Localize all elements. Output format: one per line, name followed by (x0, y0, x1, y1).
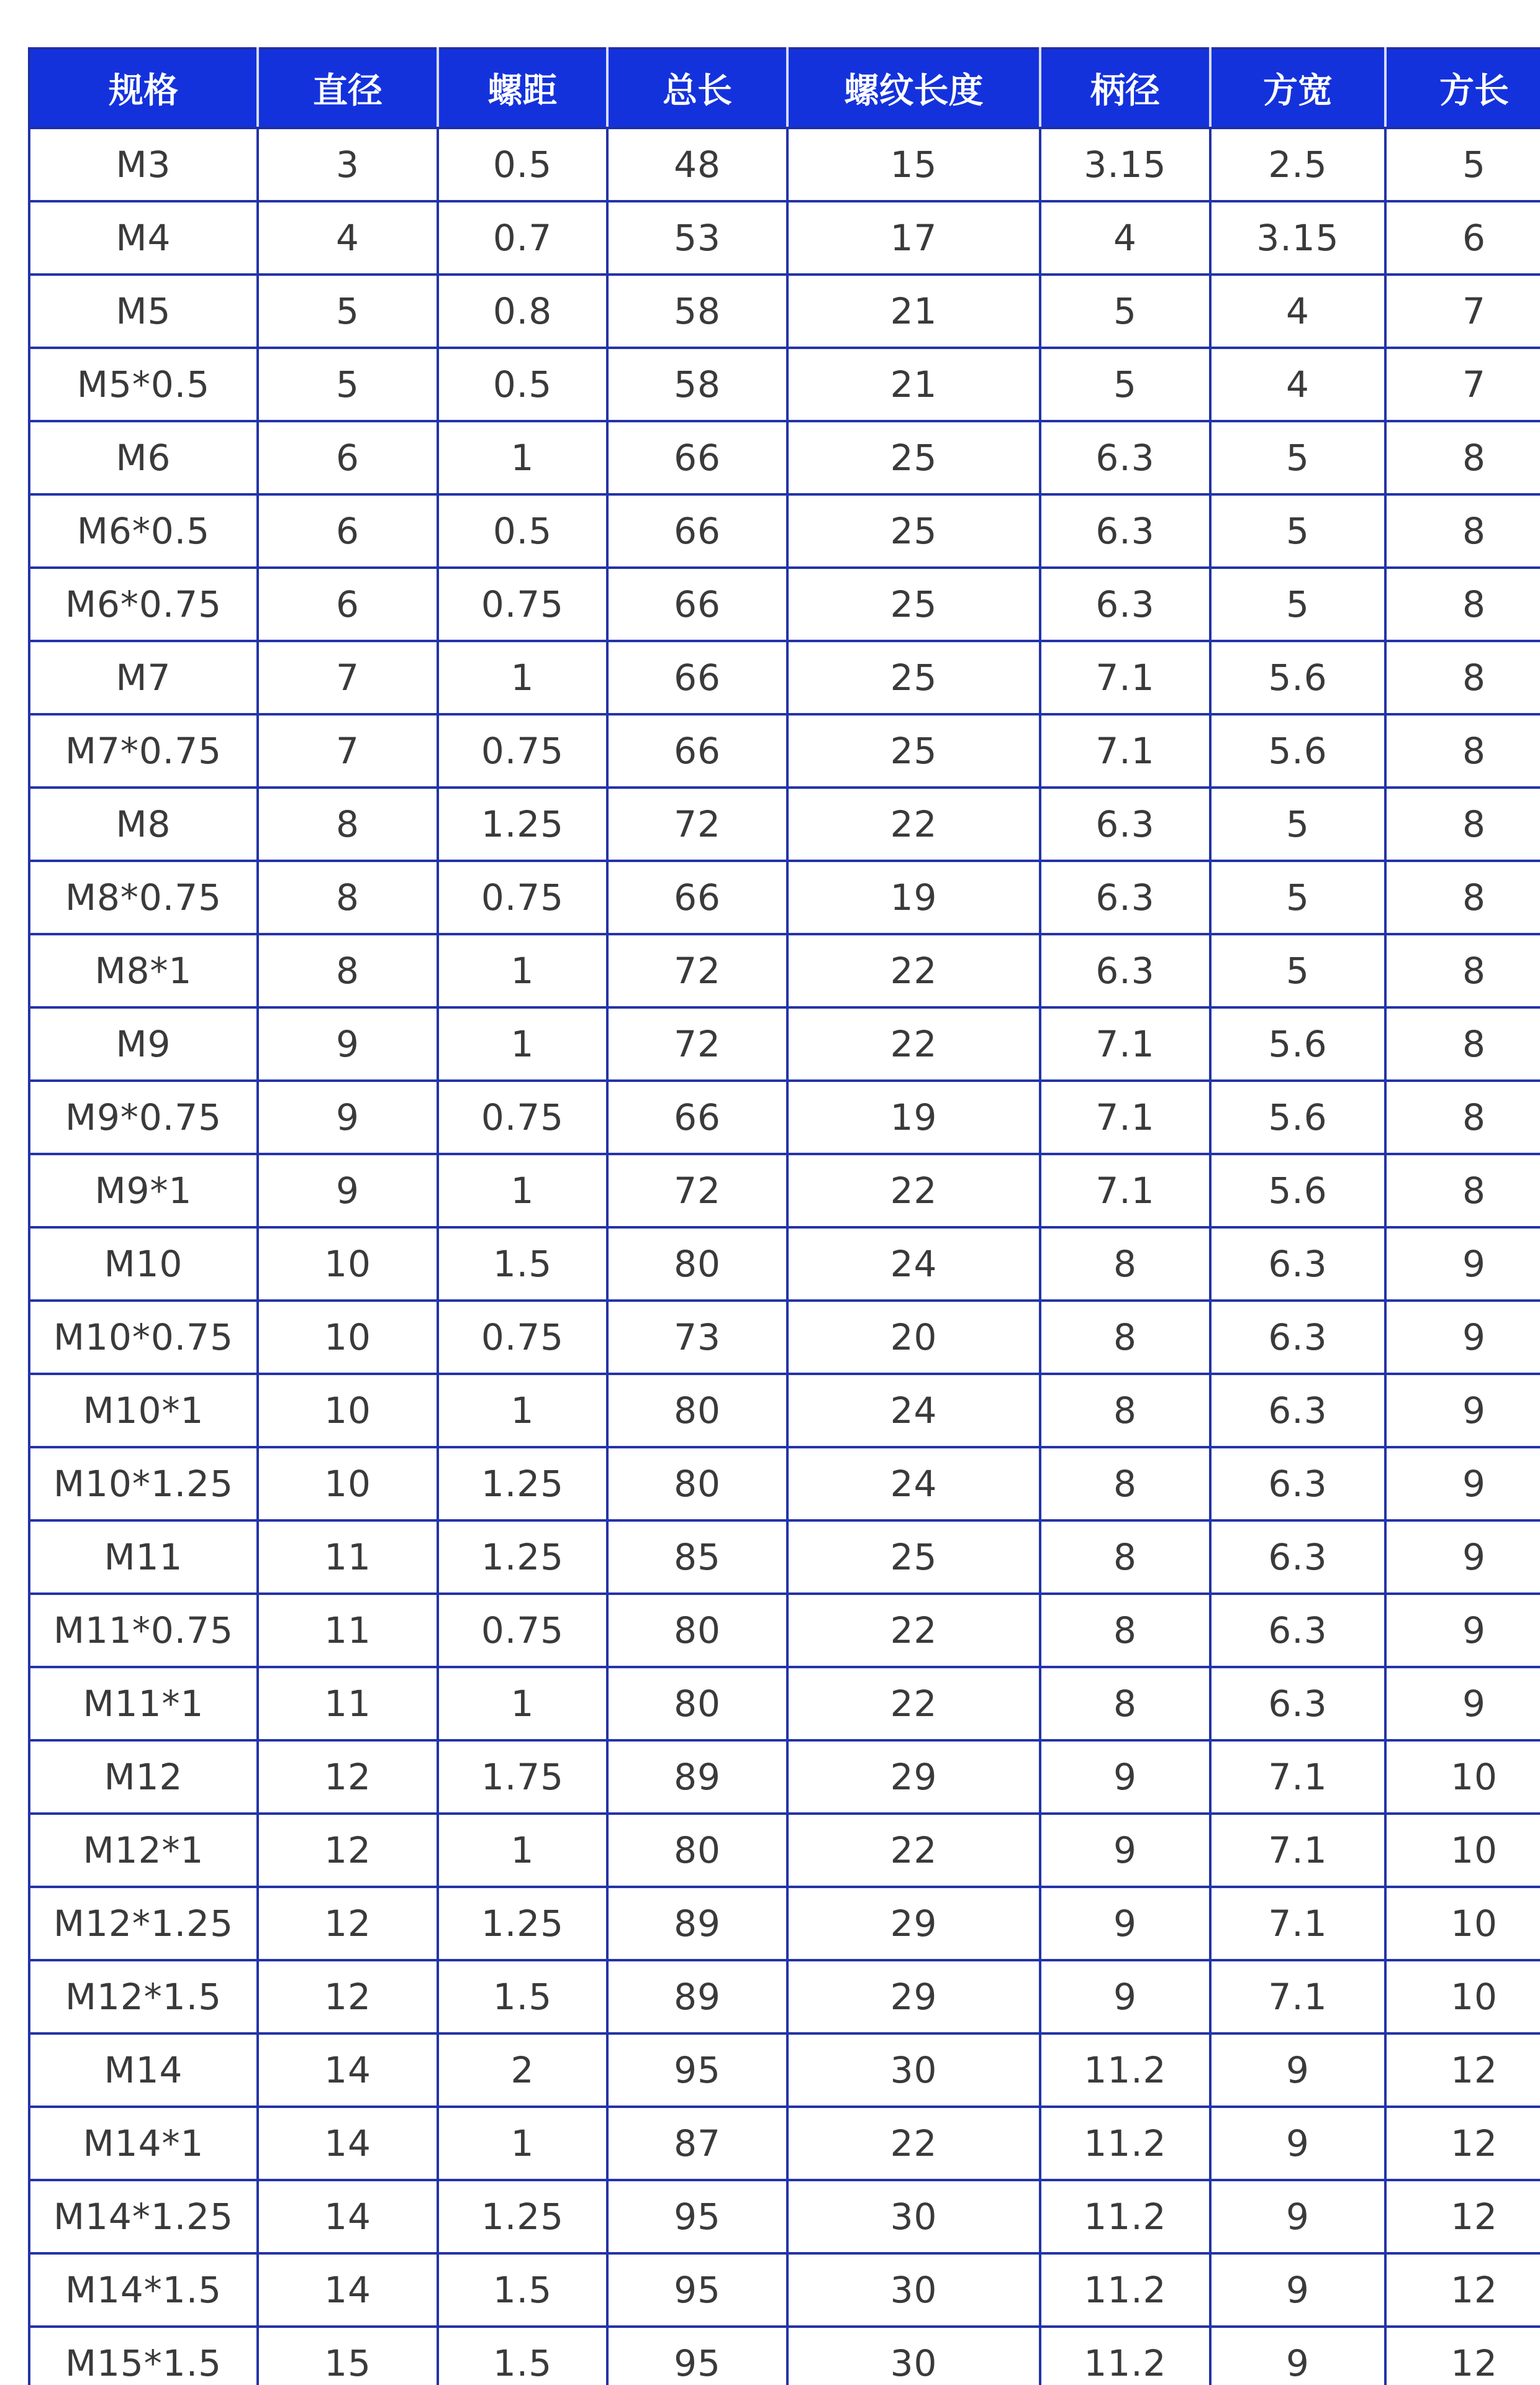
cell-diameter: 11 (258, 1520, 438, 1594)
cell-spec: M3 (29, 128, 258, 201)
table-row (29, 1007, 1540, 1081)
cell-diameter: 9 (258, 1154, 438, 1227)
cell-square-width: 6.3 (1210, 1667, 1385, 1740)
cell-square-width: 4 (1210, 275, 1385, 348)
cell-pitch: 1 (438, 1667, 607, 1740)
cell-spec: M10*0.75 (29, 1301, 258, 1374)
cell-pitch: 0.7 (438, 201, 607, 275)
header-shank-diameter: 柄径 (1040, 48, 1210, 128)
cell-shank-diameter: 8 (1040, 1301, 1210, 1374)
cell-shank-diameter: 6.3 (1040, 861, 1210, 934)
cell-total-length: 85 (607, 1520, 787, 1594)
cell-diameter: 5 (258, 275, 438, 348)
cell-pitch: 0.5 (438, 348, 607, 421)
cell-pitch: 0.5 (438, 128, 607, 201)
table-row (29, 1740, 1540, 1814)
cell-total-length: 73 (607, 1301, 787, 1374)
cell-pitch: 1 (438, 1374, 607, 1447)
table-row (29, 1594, 1540, 1667)
cell-diameter: 4 (258, 201, 438, 275)
cell-diameter: 6 (258, 421, 438, 494)
cell-diameter: 10 (258, 1227, 438, 1301)
cell-pitch: 1.75 (438, 1740, 607, 1814)
cell-square-length: 10 (1385, 1960, 1540, 2033)
table-row (29, 128, 1540, 201)
cell-diameter: 14 (258, 2180, 438, 2253)
cell-square-width: 6.3 (1210, 1447, 1385, 1520)
cell-square-length: 12 (1385, 2107, 1540, 2180)
cell-diameter: 12 (258, 1887, 438, 1960)
cell-shank-diameter: 9 (1040, 1887, 1210, 1960)
cell-square-length: 8 (1385, 1154, 1540, 1227)
table-row (29, 1447, 1540, 1520)
cell-shank-diameter: 6.3 (1040, 421, 1210, 494)
cell-shank-diameter: 11.2 (1040, 2327, 1210, 2385)
cell-square-width: 7.1 (1210, 1814, 1385, 1887)
cell-thread-length: 24 (787, 1227, 1040, 1301)
cell-square-length: 9 (1385, 1447, 1540, 1520)
table-row (29, 1374, 1540, 1447)
table-row (29, 1081, 1540, 1154)
cell-square-length: 8 (1385, 568, 1540, 641)
cell-square-length: 6 (1385, 201, 1540, 275)
table-body (29, 128, 1540, 2385)
cell-spec: M6*0.5 (29, 494, 258, 568)
cell-square-length: 9 (1385, 1227, 1540, 1301)
cell-spec: M7 (29, 641, 258, 714)
cell-shank-diameter: 7.1 (1040, 1007, 1210, 1081)
cell-shank-diameter: 8 (1040, 1594, 1210, 1667)
cell-square-length: 8 (1385, 788, 1540, 861)
cell-total-length: 66 (607, 421, 787, 494)
cell-spec: M11*0.75 (29, 1594, 258, 1667)
cell-pitch: 2 (438, 2033, 607, 2107)
cell-pitch: 1 (438, 641, 607, 714)
cell-total-length: 72 (607, 934, 787, 1007)
cell-shank-diameter: 8 (1040, 1227, 1210, 1301)
cell-spec: M15*1.5 (29, 2327, 258, 2385)
cell-pitch: 1.5 (438, 2327, 607, 2385)
cell-thread-length: 29 (787, 1960, 1040, 2033)
cell-shank-diameter: 9 (1040, 1960, 1210, 2033)
cell-square-length: 8 (1385, 641, 1540, 714)
cell-pitch: 0.8 (438, 275, 607, 348)
cell-thread-length: 24 (787, 1374, 1040, 1447)
table-row (29, 641, 1540, 714)
cell-total-length: 72 (607, 1154, 787, 1227)
cell-square-length: 8 (1385, 1081, 1540, 1154)
cell-total-length: 66 (607, 714, 787, 788)
table-header (29, 48, 1540, 128)
cell-diameter: 9 (258, 1007, 438, 1081)
cell-thread-length: 22 (787, 1594, 1040, 1667)
cell-shank-diameter: 9 (1040, 1814, 1210, 1887)
cell-square-width: 6.3 (1210, 1374, 1385, 1447)
cell-shank-diameter: 11.2 (1040, 2107, 1210, 2180)
cell-total-length: 87 (607, 2107, 787, 2180)
cell-shank-diameter: 6.3 (1040, 568, 1210, 641)
cell-spec: M11 (29, 1520, 258, 1594)
cell-thread-length: 29 (787, 1740, 1040, 1814)
cell-thread-length: 22 (787, 2107, 1040, 2180)
cell-square-width: 9 (1210, 2253, 1385, 2327)
cell-square-width: 5.6 (1210, 641, 1385, 714)
cell-square-length: 9 (1385, 1520, 1540, 1594)
cell-thread-length: 20 (787, 1301, 1040, 1374)
cell-thread-length: 19 (787, 1081, 1040, 1154)
cell-pitch: 1 (438, 1154, 607, 1227)
cell-pitch: 1.5 (438, 2253, 607, 2327)
cell-square-width: 5 (1210, 494, 1385, 568)
cell-spec: M12*1.5 (29, 1960, 258, 2033)
cell-square-width: 9 (1210, 2107, 1385, 2180)
cell-pitch: 1.25 (438, 788, 607, 861)
cell-thread-length: 30 (787, 2253, 1040, 2327)
cell-diameter: 12 (258, 1740, 438, 1814)
cell-pitch: 1.25 (438, 2180, 607, 2253)
cell-square-width: 5.6 (1210, 1081, 1385, 1154)
cell-pitch: 1.25 (438, 1887, 607, 1960)
cell-shank-diameter: 5 (1040, 275, 1210, 348)
cell-spec: M14*1 (29, 2107, 258, 2180)
cell-diameter: 10 (258, 1374, 438, 1447)
cell-spec: M8*1 (29, 934, 258, 1007)
cell-square-length: 9 (1385, 1667, 1540, 1740)
cell-total-length: 80 (607, 1814, 787, 1887)
cell-total-length: 58 (607, 348, 787, 421)
cell-shank-diameter: 6.3 (1040, 934, 1210, 1007)
cell-square-width: 5.6 (1210, 714, 1385, 788)
cell-total-length: 66 (607, 568, 787, 641)
cell-diameter: 11 (258, 1667, 438, 1740)
cell-diameter: 9 (258, 1081, 438, 1154)
header-row (29, 48, 1540, 128)
cell-square-length: 8 (1385, 421, 1540, 494)
cell-thread-length: 29 (787, 1887, 1040, 1960)
table-row (29, 1960, 1540, 2033)
cell-pitch: 0.5 (438, 494, 607, 568)
cell-spec: M11*1 (29, 1667, 258, 1740)
cell-thread-length: 19 (787, 861, 1040, 934)
header-thread-length: 螺纹长度 (787, 48, 1040, 128)
header-diameter: 直径 (258, 48, 438, 128)
table-row (29, 201, 1540, 275)
cell-square-width: 5 (1210, 568, 1385, 641)
spec-table (28, 47, 1540, 2385)
cell-total-length: 72 (607, 1007, 787, 1081)
header-pitch: 螺距 (438, 48, 607, 128)
cell-square-length: 9 (1385, 1301, 1540, 1374)
cell-spec: M9*0.75 (29, 1081, 258, 1154)
cell-spec: M14 (29, 2033, 258, 2107)
cell-square-width: 6.3 (1210, 1594, 1385, 1667)
cell-pitch: 0.75 (438, 1594, 607, 1667)
cell-total-length: 66 (607, 494, 787, 568)
cell-pitch: 1.5 (438, 1960, 607, 2033)
cell-spec: M5 (29, 275, 258, 348)
table-row (29, 2327, 1540, 2385)
header-total-length: 总长 (607, 48, 787, 128)
cell-square-width: 5 (1210, 861, 1385, 934)
cell-spec: M8 (29, 788, 258, 861)
table-row (29, 714, 1540, 788)
cell-shank-diameter: 11.2 (1040, 2253, 1210, 2327)
table-row (29, 861, 1540, 934)
cell-thread-length: 25 (787, 421, 1040, 494)
cell-shank-diameter: 11.2 (1040, 2033, 1210, 2107)
cell-thread-length: 25 (787, 714, 1040, 788)
cell-total-length: 95 (607, 2327, 787, 2385)
cell-square-length: 12 (1385, 2033, 1540, 2107)
cell-shank-diameter: 5 (1040, 348, 1210, 421)
cell-square-width: 5 (1210, 421, 1385, 494)
cell-square-length: 12 (1385, 2180, 1540, 2253)
cell-shank-diameter: 8 (1040, 1667, 1210, 1740)
cell-spec: M12 (29, 1740, 258, 1814)
cell-thread-length: 30 (787, 2180, 1040, 2253)
cell-diameter: 14 (258, 2253, 438, 2327)
cell-square-length: 5 (1385, 128, 1540, 201)
cell-shank-diameter: 9 (1040, 1740, 1210, 1814)
header-spec: 规格 (29, 48, 258, 128)
cell-square-width: 5 (1210, 788, 1385, 861)
cell-square-width: 6.3 (1210, 1520, 1385, 1594)
cell-diameter: 7 (258, 714, 438, 788)
cell-square-length: 8 (1385, 494, 1540, 568)
cell-thread-length: 30 (787, 2327, 1040, 2385)
cell-thread-length: 25 (787, 1520, 1040, 1594)
cell-total-length: 80 (607, 1594, 787, 1667)
cell-square-length: 7 (1385, 275, 1540, 348)
cell-thread-length: 25 (787, 641, 1040, 714)
cell-spec: M12*1 (29, 1814, 258, 1887)
cell-diameter: 12 (258, 1960, 438, 2033)
cell-total-length: 95 (607, 2033, 787, 2107)
cell-total-length: 89 (607, 1960, 787, 2033)
cell-spec: M4 (29, 201, 258, 275)
cell-thread-length: 25 (787, 568, 1040, 641)
cell-thread-length: 17 (787, 201, 1040, 275)
cell-pitch: 0.75 (438, 568, 607, 641)
cell-total-length: 95 (607, 2253, 787, 2327)
cell-thread-length: 22 (787, 1667, 1040, 1740)
cell-square-length: 10 (1385, 1740, 1540, 1814)
cell-total-length: 80 (607, 1667, 787, 1740)
table-row (29, 348, 1540, 421)
cell-thread-length: 22 (787, 788, 1040, 861)
cell-thread-length: 22 (787, 1814, 1040, 1887)
cell-total-length: 89 (607, 1740, 787, 1814)
cell-pitch: 0.75 (438, 1081, 607, 1154)
cell-spec: M6*0.75 (29, 568, 258, 641)
cell-square-width: 7.1 (1210, 1960, 1385, 2033)
cell-shank-diameter: 8 (1040, 1374, 1210, 1447)
cell-thread-length: 21 (787, 348, 1040, 421)
cell-square-width: 7.1 (1210, 1887, 1385, 1960)
cell-spec: M14*1.25 (29, 2180, 258, 2253)
cell-total-length: 80 (607, 1447, 787, 1520)
cell-square-length: 7 (1385, 348, 1540, 421)
cell-pitch: 0.75 (438, 714, 607, 788)
cell-shank-diameter: 7.1 (1040, 714, 1210, 788)
cell-spec: M8*0.75 (29, 861, 258, 934)
table-row (29, 494, 1540, 568)
table-row (29, 2253, 1540, 2327)
cell-square-width: 6.3 (1210, 1227, 1385, 1301)
cell-spec: M6 (29, 421, 258, 494)
cell-square-length: 12 (1385, 2253, 1540, 2327)
cell-square-width: 6.3 (1210, 1301, 1385, 1374)
table-row (29, 275, 1540, 348)
table-row (29, 1301, 1540, 1374)
cell-total-length: 72 (607, 788, 787, 861)
table-row (29, 1667, 1540, 1740)
cell-diameter: 7 (258, 641, 438, 714)
cell-square-width: 4 (1210, 348, 1385, 421)
cell-diameter: 15 (258, 2327, 438, 2385)
cell-square-width: 5 (1210, 934, 1385, 1007)
cell-diameter: 6 (258, 568, 438, 641)
table-row (29, 421, 1540, 494)
cell-spec: M14*1.5 (29, 2253, 258, 2327)
table-row (29, 2180, 1540, 2253)
cell-spec: M10 (29, 1227, 258, 1301)
cell-total-length: 66 (607, 1081, 787, 1154)
cell-diameter: 8 (258, 861, 438, 934)
cell-square-width: 3.15 (1210, 201, 1385, 275)
cell-pitch: 1 (438, 2107, 607, 2180)
cell-shank-diameter: 8 (1040, 1520, 1210, 1594)
cell-shank-diameter: 4 (1040, 201, 1210, 275)
cell-spec: M10*1 (29, 1374, 258, 1447)
cell-square-width: 7.1 (1210, 1740, 1385, 1814)
cell-thread-length: 24 (787, 1447, 1040, 1520)
cell-total-length: 66 (607, 641, 787, 714)
cell-total-length: 80 (607, 1374, 787, 1447)
cell-diameter: 10 (258, 1447, 438, 1520)
cell-thread-length: 15 (787, 128, 1040, 201)
cell-square-length: 8 (1385, 714, 1540, 788)
cell-square-length: 9 (1385, 1594, 1540, 1667)
spec-table-container (28, 47, 1540, 2385)
cell-diameter: 8 (258, 788, 438, 861)
cell-square-length: 8 (1385, 861, 1540, 934)
cell-diameter: 11 (258, 1594, 438, 1667)
cell-thread-length: 22 (787, 934, 1040, 1007)
cell-spec: M5*0.5 (29, 348, 258, 421)
cell-shank-diameter: 6.3 (1040, 494, 1210, 568)
cell-square-length: 12 (1385, 2327, 1540, 2385)
table-row (29, 1814, 1540, 1887)
cell-pitch: 1.5 (438, 1227, 607, 1301)
cell-thread-length: 30 (787, 2033, 1040, 2107)
header-square-width: 方宽 (1210, 48, 1385, 128)
cell-diameter: 14 (258, 2107, 438, 2180)
cell-diameter: 5 (258, 348, 438, 421)
cell-square-width: 9 (1210, 2327, 1385, 2385)
cell-total-length: 58 (607, 275, 787, 348)
cell-total-length: 80 (607, 1227, 787, 1301)
cell-shank-diameter: 11.2 (1040, 2180, 1210, 2253)
cell-square-length: 8 (1385, 1007, 1540, 1081)
cell-shank-diameter: 8 (1040, 1447, 1210, 1520)
table-row (29, 1887, 1540, 1960)
cell-pitch: 0.75 (438, 861, 607, 934)
cell-pitch: 1 (438, 1007, 607, 1081)
cell-thread-length: 22 (787, 1007, 1040, 1081)
cell-total-length: 89 (607, 1887, 787, 1960)
cell-pitch: 1 (438, 1814, 607, 1887)
cell-spec: M9*1 (29, 1154, 258, 1227)
cell-total-length: 53 (607, 201, 787, 275)
cell-diameter: 8 (258, 934, 438, 1007)
cell-shank-diameter: 7.1 (1040, 1154, 1210, 1227)
cell-pitch: 0.75 (438, 1301, 607, 1374)
cell-total-length: 95 (607, 2180, 787, 2253)
cell-spec: M7*0.75 (29, 714, 258, 788)
cell-square-width: 2.5 (1210, 128, 1385, 201)
cell-spec: M9 (29, 1007, 258, 1081)
table-row (29, 2107, 1540, 2180)
cell-shank-diameter: 6.3 (1040, 788, 1210, 861)
table-row (29, 1154, 1540, 1227)
cell-spec: M10*1.25 (29, 1447, 258, 1520)
cell-square-width: 5.6 (1210, 1007, 1385, 1081)
cell-pitch: 1 (438, 421, 607, 494)
cell-square-length: 10 (1385, 1887, 1540, 1960)
header-square-length: 方长 (1385, 48, 1540, 128)
cell-shank-diameter: 3.15 (1040, 128, 1210, 201)
table-row (29, 934, 1540, 1007)
cell-total-length: 48 (607, 128, 787, 201)
cell-square-length: 8 (1385, 934, 1540, 1007)
cell-thread-length: 22 (787, 1154, 1040, 1227)
cell-shank-diameter: 7.1 (1040, 1081, 1210, 1154)
table-row (29, 2033, 1540, 2107)
table-row (29, 1227, 1540, 1301)
cell-pitch: 1.25 (438, 1447, 607, 1520)
cell-square-length: 9 (1385, 1374, 1540, 1447)
cell-pitch: 1.25 (438, 1520, 607, 1594)
cell-pitch: 1 (438, 934, 607, 1007)
cell-thread-length: 25 (787, 494, 1040, 568)
cell-diameter: 12 (258, 1814, 438, 1887)
cell-total-length: 66 (607, 861, 787, 934)
cell-diameter: 6 (258, 494, 438, 568)
cell-diameter: 10 (258, 1301, 438, 1374)
cell-spec: M12*1.25 (29, 1887, 258, 1960)
cell-square-width: 9 (1210, 2033, 1385, 2107)
cell-square-width: 5.6 (1210, 1154, 1385, 1227)
table-row (29, 568, 1540, 641)
table-row (29, 788, 1540, 861)
cell-square-length: 10 (1385, 1814, 1540, 1887)
cell-diameter: 14 (258, 2033, 438, 2107)
table-row (29, 1520, 1540, 1594)
cell-thread-length: 21 (787, 275, 1040, 348)
cell-diameter: 3 (258, 128, 438, 201)
cell-square-width: 9 (1210, 2180, 1385, 2253)
cell-shank-diameter: 7.1 (1040, 641, 1210, 714)
